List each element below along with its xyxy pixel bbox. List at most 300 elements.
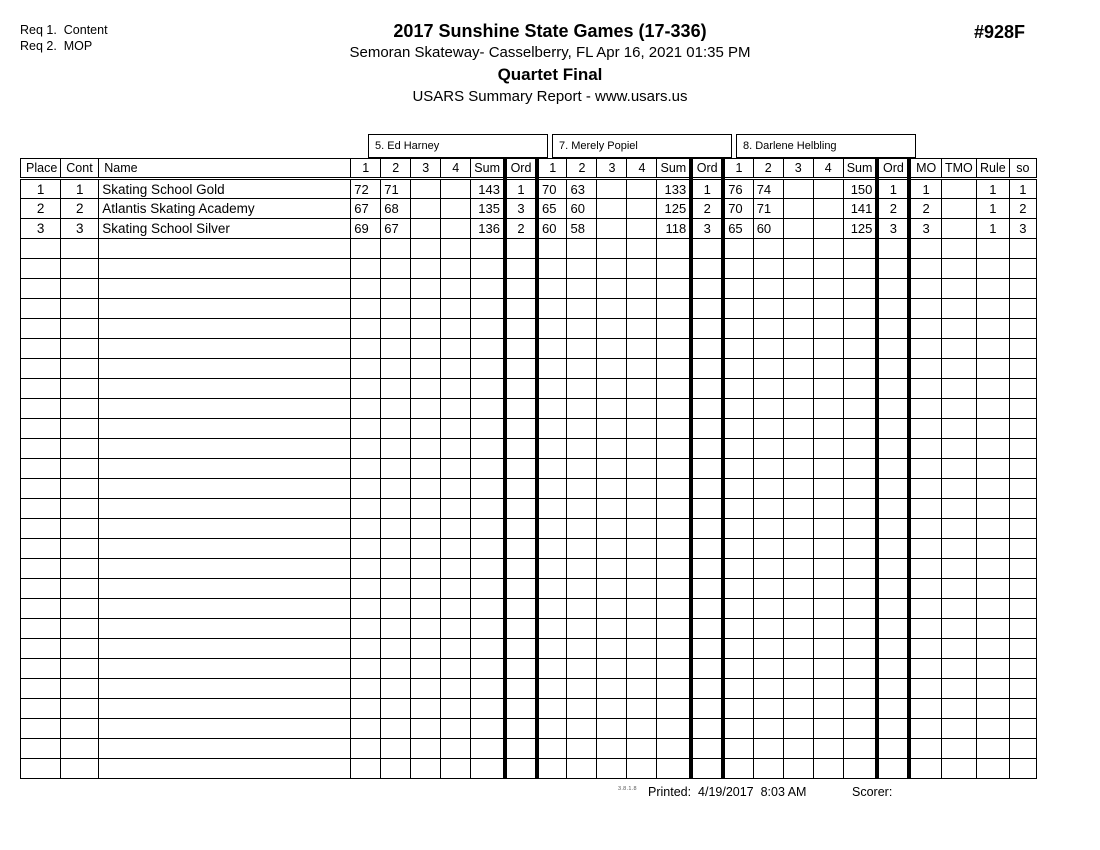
cell-empty — [941, 659, 976, 679]
cell-empty — [537, 639, 567, 659]
cell-empty — [941, 419, 976, 439]
header-so: so — [1009, 159, 1036, 179]
cell-empty — [976, 339, 1009, 359]
cell-empty — [567, 439, 597, 459]
table-row-empty — [21, 359, 1037, 379]
cell-empty — [627, 259, 657, 279]
cell-empty — [723, 299, 753, 319]
cell-empty — [813, 659, 843, 679]
cell-empty — [61, 499, 99, 519]
cell-empty — [723, 239, 753, 259]
cell-empty — [783, 459, 813, 479]
cell-empty — [877, 659, 909, 679]
header-place: Place — [21, 159, 61, 179]
cell-empty — [411, 339, 441, 359]
cell-empty — [909, 599, 941, 619]
cell-empty — [691, 459, 723, 479]
cell-empty — [941, 739, 976, 759]
cell-empty — [1009, 379, 1036, 399]
cell-empty — [381, 759, 411, 779]
cell-j7-score-3 — [597, 219, 627, 239]
cell-empty — [941, 719, 976, 739]
cell-empty — [909, 579, 941, 599]
cell-empty — [909, 639, 941, 659]
cell-empty — [723, 699, 753, 719]
cell-empty — [381, 299, 411, 319]
cell-empty — [99, 479, 351, 499]
cell-empty — [471, 239, 505, 259]
header-j8-score-2: 2 — [753, 159, 783, 179]
table-row-empty — [21, 499, 1037, 519]
cell-empty — [1009, 719, 1036, 739]
cell-empty — [753, 699, 783, 719]
cell-empty — [1009, 339, 1036, 359]
cell-empty — [753, 259, 783, 279]
cell-empty — [723, 339, 753, 359]
cell-empty — [909, 679, 941, 699]
cell-empty — [99, 699, 351, 719]
cell-empty — [61, 659, 99, 679]
cell-empty — [813, 559, 843, 579]
cell-empty — [505, 299, 537, 319]
cell-empty — [976, 419, 1009, 439]
cell-empty — [877, 279, 909, 299]
cell-empty — [351, 759, 381, 779]
cell-j7-score-2: 63 — [567, 179, 597, 199]
cell-empty — [381, 259, 411, 279]
cell-empty — [537, 339, 567, 359]
cell-empty — [381, 439, 411, 459]
cell-empty — [99, 639, 351, 659]
cell-empty — [657, 699, 691, 719]
cell-empty — [813, 339, 843, 359]
cell-empty — [813, 679, 843, 699]
cell-empty — [99, 759, 351, 779]
cell-empty — [723, 639, 753, 659]
cell-empty — [567, 639, 597, 659]
cell-empty — [505, 699, 537, 719]
cell-empty — [723, 679, 753, 699]
cell-empty — [505, 539, 537, 559]
cell-empty — [1009, 679, 1036, 699]
cell-empty — [537, 719, 567, 739]
cell-empty — [877, 459, 909, 479]
cell-empty — [537, 319, 567, 339]
cell-empty — [567, 679, 597, 699]
cell-empty — [813, 379, 843, 399]
cell-empty — [1009, 739, 1036, 759]
cell-empty — [61, 359, 99, 379]
cell-tmo — [941, 199, 976, 219]
cell-empty — [976, 539, 1009, 559]
cell-empty — [627, 699, 657, 719]
cell-empty — [441, 459, 471, 479]
cell-empty — [976, 279, 1009, 299]
cell-empty — [351, 419, 381, 439]
cell-empty — [657, 639, 691, 659]
cell-empty — [471, 659, 505, 679]
cell-j7-score-4 — [627, 219, 657, 239]
table-body — [21, 179, 1037, 779]
cell-empty — [691, 539, 723, 559]
cell-empty — [627, 339, 657, 359]
cell-empty — [1009, 659, 1036, 679]
cell-empty — [691, 299, 723, 319]
cell-empty — [351, 439, 381, 459]
cell-empty — [381, 699, 411, 719]
header-j8-sum: Sum — [843, 159, 877, 179]
table-row-empty — [21, 519, 1037, 539]
table-row-empty — [21, 439, 1037, 459]
cell-empty — [627, 559, 657, 579]
cell-j8-sum: 141 — [843, 199, 877, 219]
cell-empty — [691, 639, 723, 659]
cell-empty — [351, 719, 381, 739]
cell-empty — [1009, 539, 1036, 559]
cell-empty — [753, 599, 783, 619]
cell-empty — [813, 439, 843, 459]
cell-empty — [723, 619, 753, 639]
cell-empty — [813, 479, 843, 499]
cell-empty — [505, 239, 537, 259]
cell-empty — [753, 339, 783, 359]
cell-empty — [843, 599, 877, 619]
cell-so: 1 — [1009, 179, 1036, 199]
cell-so: 3 — [1009, 219, 1036, 239]
cell-empty — [597, 599, 627, 619]
cell-empty — [21, 739, 61, 759]
cell-empty — [753, 459, 783, 479]
cell-empty — [471, 739, 505, 759]
cell-empty — [471, 639, 505, 659]
cell-empty — [657, 619, 691, 639]
cell-empty — [505, 559, 537, 579]
cell-empty — [21, 479, 61, 499]
cell-empty — [99, 579, 351, 599]
report-footer — [20, 784, 1036, 804]
cell-j7-score-3 — [597, 199, 627, 219]
cell-empty — [411, 639, 441, 659]
cell-j8-ord: 2 — [877, 199, 909, 219]
cell-empty — [909, 359, 941, 379]
cell-empty — [567, 379, 597, 399]
cell-empty — [99, 399, 351, 419]
cell-empty — [567, 559, 597, 579]
cell-empty — [1009, 399, 1036, 419]
cell-empty — [877, 519, 909, 539]
cell-empty — [1009, 259, 1036, 279]
cell-empty — [877, 759, 909, 779]
cell-empty — [941, 319, 976, 339]
cell-empty — [411, 759, 441, 779]
cell-empty — [505, 339, 537, 359]
cell-empty — [351, 679, 381, 699]
cell-empty — [441, 659, 471, 679]
cell-empty — [909, 759, 941, 779]
header-j5-score-4: 4 — [441, 159, 471, 179]
cell-empty — [843, 559, 877, 579]
cell-empty — [723, 739, 753, 759]
cell-empty — [813, 639, 843, 659]
cell-empty — [753, 299, 783, 319]
cell-empty — [627, 379, 657, 399]
cell-empty — [976, 259, 1009, 279]
cell-empty — [471, 559, 505, 579]
cell-empty — [441, 419, 471, 439]
cell-empty — [627, 659, 657, 679]
cell-empty — [783, 519, 813, 539]
header-j8-ord: Ord — [877, 159, 909, 179]
cell-empty — [351, 299, 381, 319]
cell-empty — [537, 419, 567, 439]
cell-empty — [753, 399, 783, 419]
cell-empty — [537, 499, 567, 519]
cell-empty — [61, 699, 99, 719]
cell-empty — [99, 419, 351, 439]
cell-empty — [441, 259, 471, 279]
cell-empty — [657, 259, 691, 279]
cell-empty — [909, 559, 941, 579]
entry-number: #928F — [973, 22, 1025, 42]
cell-empty — [21, 759, 61, 779]
cell-empty — [877, 699, 909, 719]
cell-empty — [505, 679, 537, 699]
cell-empty — [843, 519, 877, 539]
cell-empty — [505, 619, 537, 639]
cell-empty — [691, 359, 723, 379]
cell-empty — [471, 519, 505, 539]
cell-empty — [691, 439, 723, 459]
cell-empty — [1009, 759, 1036, 779]
cell-empty — [753, 419, 783, 439]
cell-empty — [753, 519, 783, 539]
cell-empty — [813, 599, 843, 619]
cell-j7-ord: 2 — [691, 199, 723, 219]
cell-empty — [411, 279, 441, 299]
cell-empty — [1009, 579, 1036, 599]
cell-empty — [909, 519, 941, 539]
cell-empty — [691, 319, 723, 339]
cell-empty — [753, 719, 783, 739]
cell-empty — [723, 659, 753, 679]
cell-empty — [505, 759, 537, 779]
cell-empty — [61, 419, 99, 439]
cell-empty — [441, 679, 471, 699]
cell-place: 3 — [21, 219, 61, 239]
cell-empty — [381, 239, 411, 259]
cell-empty — [537, 659, 567, 679]
header-j8-score-4: 4 — [813, 159, 843, 179]
cell-empty — [471, 499, 505, 519]
cell-empty — [753, 279, 783, 299]
cell-empty — [441, 319, 471, 339]
cell-empty — [877, 339, 909, 359]
cell-empty — [1009, 419, 1036, 439]
cell-empty — [471, 359, 505, 379]
table-row-empty — [21, 259, 1037, 279]
cell-empty — [61, 539, 99, 559]
cell-empty — [381, 599, 411, 619]
cell-empty — [537, 579, 567, 599]
cell-empty — [1009, 319, 1036, 339]
cell-empty — [877, 239, 909, 259]
cell-empty — [783, 599, 813, 619]
cell-empty — [843, 639, 877, 659]
cell-empty — [21, 719, 61, 739]
cell-empty — [537, 399, 567, 419]
cell-empty — [691, 699, 723, 719]
cell-empty — [877, 639, 909, 659]
cell-empty — [351, 259, 381, 279]
cell-empty — [537, 559, 567, 579]
cell-empty — [471, 399, 505, 419]
cell-empty — [21, 259, 61, 279]
cell-empty — [99, 239, 351, 259]
cell-empty — [877, 719, 909, 739]
cell-empty — [567, 459, 597, 479]
cell-empty — [99, 459, 351, 479]
cell-empty — [909, 659, 941, 679]
cell-empty — [753, 319, 783, 339]
cell-empty — [567, 739, 597, 759]
cell-empty — [411, 439, 441, 459]
cell-empty — [627, 239, 657, 259]
table-header-row — [21, 159, 1037, 179]
cell-empty — [843, 439, 877, 459]
cell-empty — [627, 319, 657, 339]
cell-empty — [411, 479, 441, 499]
cell-empty — [843, 719, 877, 739]
cell-empty — [976, 459, 1009, 479]
header-j5-score-3: 3 — [411, 159, 441, 179]
cell-empty — [381, 679, 411, 699]
cell-empty — [723, 399, 753, 419]
table-row-empty — [21, 599, 1037, 619]
cell-empty — [909, 399, 941, 419]
cell-empty — [843, 399, 877, 419]
cell-empty — [877, 419, 909, 439]
cell-empty — [657, 379, 691, 399]
cell-empty — [691, 519, 723, 539]
cell-empty — [909, 279, 941, 299]
cell-j8-score-1: 70 — [723, 199, 753, 219]
cell-empty — [441, 579, 471, 599]
cell-empty — [783, 259, 813, 279]
cell-empty — [441, 599, 471, 619]
cell-empty — [783, 399, 813, 419]
cell-empty — [941, 499, 976, 519]
cell-empty — [597, 479, 627, 499]
table-row-empty — [21, 379, 1037, 399]
cell-empty — [941, 759, 976, 779]
cell-empty — [99, 739, 351, 759]
cell-empty — [909, 539, 941, 559]
cell-empty — [411, 359, 441, 379]
cell-empty — [537, 299, 567, 319]
cell-empty — [21, 399, 61, 419]
cell-empty — [505, 259, 537, 279]
cell-empty — [657, 339, 691, 359]
cell-empty — [753, 379, 783, 399]
cell-empty — [657, 319, 691, 339]
cell-j7-score-2: 58 — [567, 219, 597, 239]
cell-empty — [21, 619, 61, 639]
cell-empty — [723, 419, 753, 439]
cell-empty — [657, 419, 691, 439]
cell-empty — [441, 399, 471, 419]
cell-empty — [1009, 639, 1036, 659]
cell-empty — [567, 279, 597, 299]
cell-empty — [691, 739, 723, 759]
cell-empty — [627, 299, 657, 319]
cell-empty — [657, 399, 691, 419]
cell-j5-ord: 1 — [505, 179, 537, 199]
cell-empty — [471, 419, 505, 439]
cell-empty — [976, 439, 1009, 459]
cell-empty — [537, 739, 567, 759]
cell-empty — [627, 359, 657, 379]
cell-empty — [976, 599, 1009, 619]
cell-empty — [813, 619, 843, 639]
cell-empty — [61, 479, 99, 499]
cell-empty — [783, 639, 813, 659]
cell-empty — [537, 679, 567, 699]
cell-empty — [657, 359, 691, 379]
cell-so: 2 — [1009, 199, 1036, 219]
printed-timestamp: Printed: 4/19/2017 8:03 AM — [648, 785, 807, 799]
cell-empty — [843, 379, 877, 399]
cell-empty — [597, 279, 627, 299]
cell-empty — [723, 719, 753, 739]
cell-empty — [567, 759, 597, 779]
cell-empty — [783, 299, 813, 319]
cell-empty — [99, 719, 351, 739]
cell-empty — [657, 439, 691, 459]
cell-empty — [877, 259, 909, 279]
cell-empty — [691, 279, 723, 299]
cell-empty — [877, 399, 909, 419]
cell-name: Skating School Silver — [99, 219, 351, 239]
cell-empty — [21, 319, 61, 339]
cell-empty — [1009, 699, 1036, 719]
cell-cont: 1 — [61, 179, 99, 199]
cell-empty — [381, 479, 411, 499]
cell-empty — [567, 599, 597, 619]
cell-j5-score-3 — [411, 179, 441, 199]
cell-empty — [537, 279, 567, 299]
cell-empty — [567, 539, 597, 559]
cell-empty — [909, 379, 941, 399]
cell-empty — [843, 619, 877, 639]
cell-empty — [381, 579, 411, 599]
cell-empty — [471, 719, 505, 739]
cell-empty — [411, 299, 441, 319]
cell-empty — [843, 479, 877, 499]
cell-empty — [597, 619, 627, 639]
cell-empty — [783, 379, 813, 399]
cell-empty — [61, 559, 99, 579]
cell-empty — [597, 539, 627, 559]
cell-empty — [441, 619, 471, 639]
cell-empty — [21, 439, 61, 459]
cell-rule: 1 — [976, 219, 1009, 239]
cell-empty — [783, 679, 813, 699]
cell-j5-score-2: 71 — [381, 179, 411, 199]
cell-empty — [976, 679, 1009, 699]
cell-empty — [723, 519, 753, 539]
cell-place: 1 — [21, 179, 61, 199]
cell-empty — [627, 279, 657, 299]
